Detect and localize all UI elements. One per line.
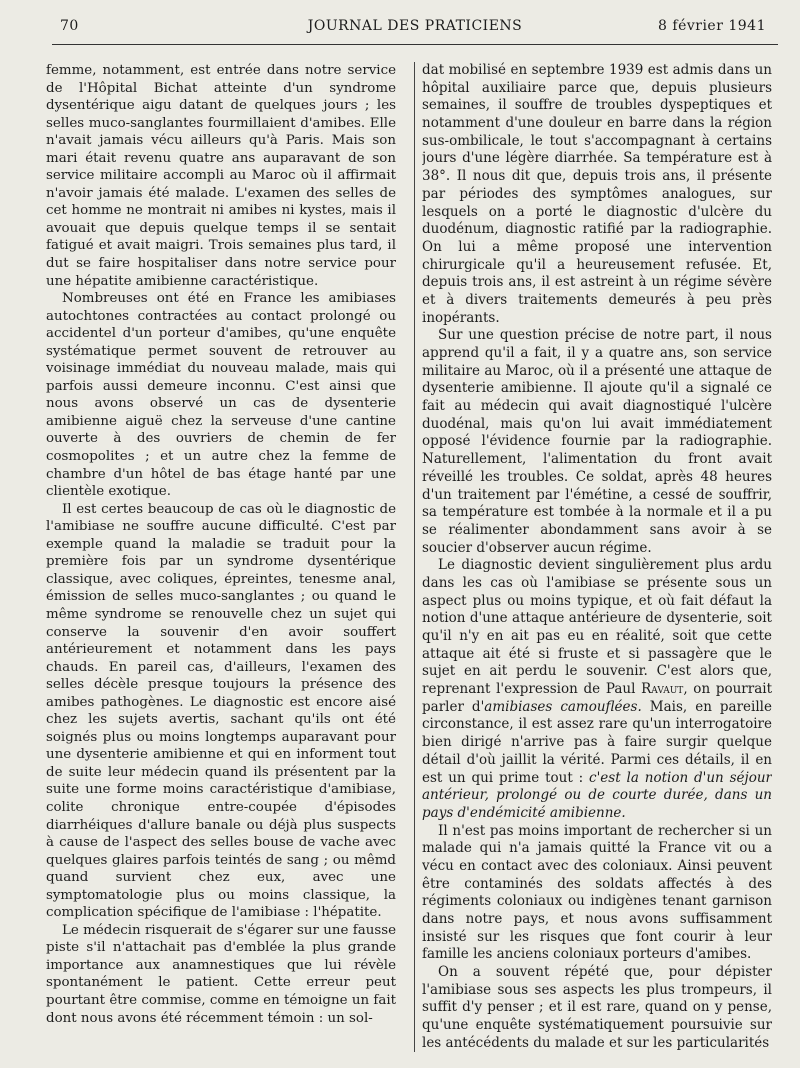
paragraph	[422, 557, 772, 822]
paragraph: Le médecin risquerait de s'égarer sur une fausse piste s'il n'attachait pas d'emblée la plus grande importance aux anamnestiques que lui révèle spontanément le patient. Cette erreur peut pourtant être commise, comme en témoigne un fait dont nous avons été récemment témoin : un sol-	[46, 922, 396, 1026]
left-column	[46, 62, 396, 1052]
issue-date: 8 février 1941	[658, 18, 766, 34]
text-run: , on pourrait parler d'	[422, 681, 772, 715]
author-name: Ravaut	[641, 681, 684, 698]
paragraph: femme, notamment, est entrée dans notre service de l'Hôpital Bichat atteinte d'un syndrome dysentérique aigu datant de quelques jours ; les selles muco-sanglantes fourmillaient d'amibes. Elle n'avait jamais vécu ailleurs qu'à Paris. Mais son mari était revenu quatre ans auparavant de son service militaire accompli au Maroc où il affirmait n'avoir jamais été malade. L'examen des selles de cet homme ne montrait ni amibes ni kystes, mais il avouait que depuis quelque temps il se sentait fatigué et avait maigri. Trois semaines plus tard, il dut se faire hospitaliser dans notre service pour une hépatite amibienne caractéristique.	[46, 63, 396, 289]
paragraph: Il est certes beaucoup de cas où le diagnostic de l'amibiase ne souffre aucune difficulté. C'est par exemple quand la maladie se traduit pour la première fois par un syndrome dysentérique classique, avec coliques, épreintes, tenesme anal, émission de selles muco-sanglantes ; ou quand le même syndrome se renouvelle chez un sujet qui conserve la souvenir d'en avoir souffert antérieurement et notamment dans les pays chauds. En pareil cas, d'ailleurs, l'examen des selles décèle presque toujours la présence des amibes pathogènes. Le diagnostic est encore aisé chez les sujets avertis, sachant qu'ils ont été soignés plus ou moins longtemps auparavant pour une dysenterie amibienne et qui en informent tout de suite leur médecin quand ils présentent par la suite une forme moins caractéristique d'amibiase, colite chronique entre-coupée d'épisodes diarrhéiques d'allure banale ou déjà plus suspects à cause de l'aspect des selles bouse de vache avec quelques glaires parfois teintés de sang ; ou mêmd quand survient chez eux, avec une symptomatologie plus ou moins classique, la complication spécifique de l'amibiase : l'hépatite.	[46, 501, 396, 921]
page-header	[60, 18, 770, 40]
text-run: Mais, en pareille circonstance, il est assez rare qu'un interrogatoire bien dirigé n'arrive pas à faire surgir quelque détail d'où jaillit la vérité. Parmi ces détails, il en est un qui prime tout :	[422, 698, 772, 786]
paragraph: Nombreuses ont été en France les amibiases autochtones contractées au contact prolongé ou accidentel d'un porteur d'amibes, qu'une enquête systématique permet souvent de retrouver au voisinage immédiat du nouveau malade, mais qui parfois aussi demeure inconnu. C'est ainsi que nous avons observé un cas de dysenterie amibienne aiguë chez la serveuse d'une cantine ouverte à des ouvriers de chemin de fer cosmopolites ; et un autre chez la femme de chambre d'un hôtel de bas étage hanté par une clientèle exotique.	[46, 291, 396, 500]
paragraph: Sur une question précise de notre part, il nous apprend qu'il a fait, il y a quatre ans, son service militaire au Maroc, où il a présenté une attaque de dysenterie amibienne. Il ajoute qu'il a signalé ce fait au médecin qui avait diagnostiqué l'ulcère duodénal, mais qu'on lui avait immédiatement opposé l'évidence fournie par la radiographie. Naturellement, l'alimentation du front avait réveillé les troubles. Ce soldat, après 48 heures d'un traitement par l'émétine, a cessé de souffrir, sa température est tombée à la normale et il a pu se réalimenter abondamment sans avoir à se soucier d'observer aucun régime.	[422, 327, 772, 556]
page-number: 70	[60, 18, 79, 34]
journal-title: JOURNAL DES PRATICIENS	[307, 18, 523, 34]
header-rule	[52, 44, 778, 45]
paragraph: On a souvent répété que, pour dépister l'amibiase sous ses aspects les plus trompeurs, il suffit d'y penser ; et il est rare, quand on y pense, qu'une enquête systématiquement poursuivie sur les antécédents du malade et sur les particularités	[422, 964, 772, 1051]
column-divider	[414, 62, 415, 1052]
emphasis: amibiases camouflées.	[484, 698, 642, 715]
paragraph: Il n'est pas moins important de rechercher si un malade qui n'a jamais quitté la France vit ou a vécu en contact avec des coloniaux. Ainsi peuvent être contaminés des soldats affectés à des régiments coloniaux ou indigènes tenant garnison dans notre pays, et nous avons suffisamment insisté sur les risques que font courir à leur famille les anciens coloniaux porteurs d'amibes.	[422, 822, 772, 963]
right-column	[422, 62, 772, 1052]
text-run: Le diagnostic devient singulièrement plus ardu dans les cas où l'amibiase se présente sous un aspect plus ou moins typique, et où fait défaut la notion d'une attaque antérieure de dysenterie, soit qu'il n'y en ait pas eu en réalité, soit que cette attaque ait été si fruste et si passagère que le sujet en ait perdu le souvenir. C'est alors que, reprenant l'expression de Paul	[422, 557, 772, 698]
paragraph: dat mobilisé en septembre 1939 est admis dans un hôpital auxiliaire parce que, depuis plusieurs semaines, il souffre de troubles dyspeptiques et notamment d'une douleur en barre dans la région sus-ombilicale, le tout s'accompagnant à certains jours d'une légère diarrhée. Sa température est à 38°. Il nous dit que, depuis trois ans, il présente par périodes des symptômes analogues, sur lesquels on a porté le diagnostic d'ulcère du duodénum, diagnostic ratifié par la radiographie. On lui a même proposé une intervention chirurgicale qu'il a heureusement refusée. Et, depuis trois ans, il est astreint à un régime sévère et à divers traitements demeurés à peu près inopérants.	[422, 62, 772, 326]
emphasis: c'est la notion d'un séjour antérieur, prolongé ou de courte durée, dans un pays d'endémicité amibienne.	[422, 769, 772, 821]
